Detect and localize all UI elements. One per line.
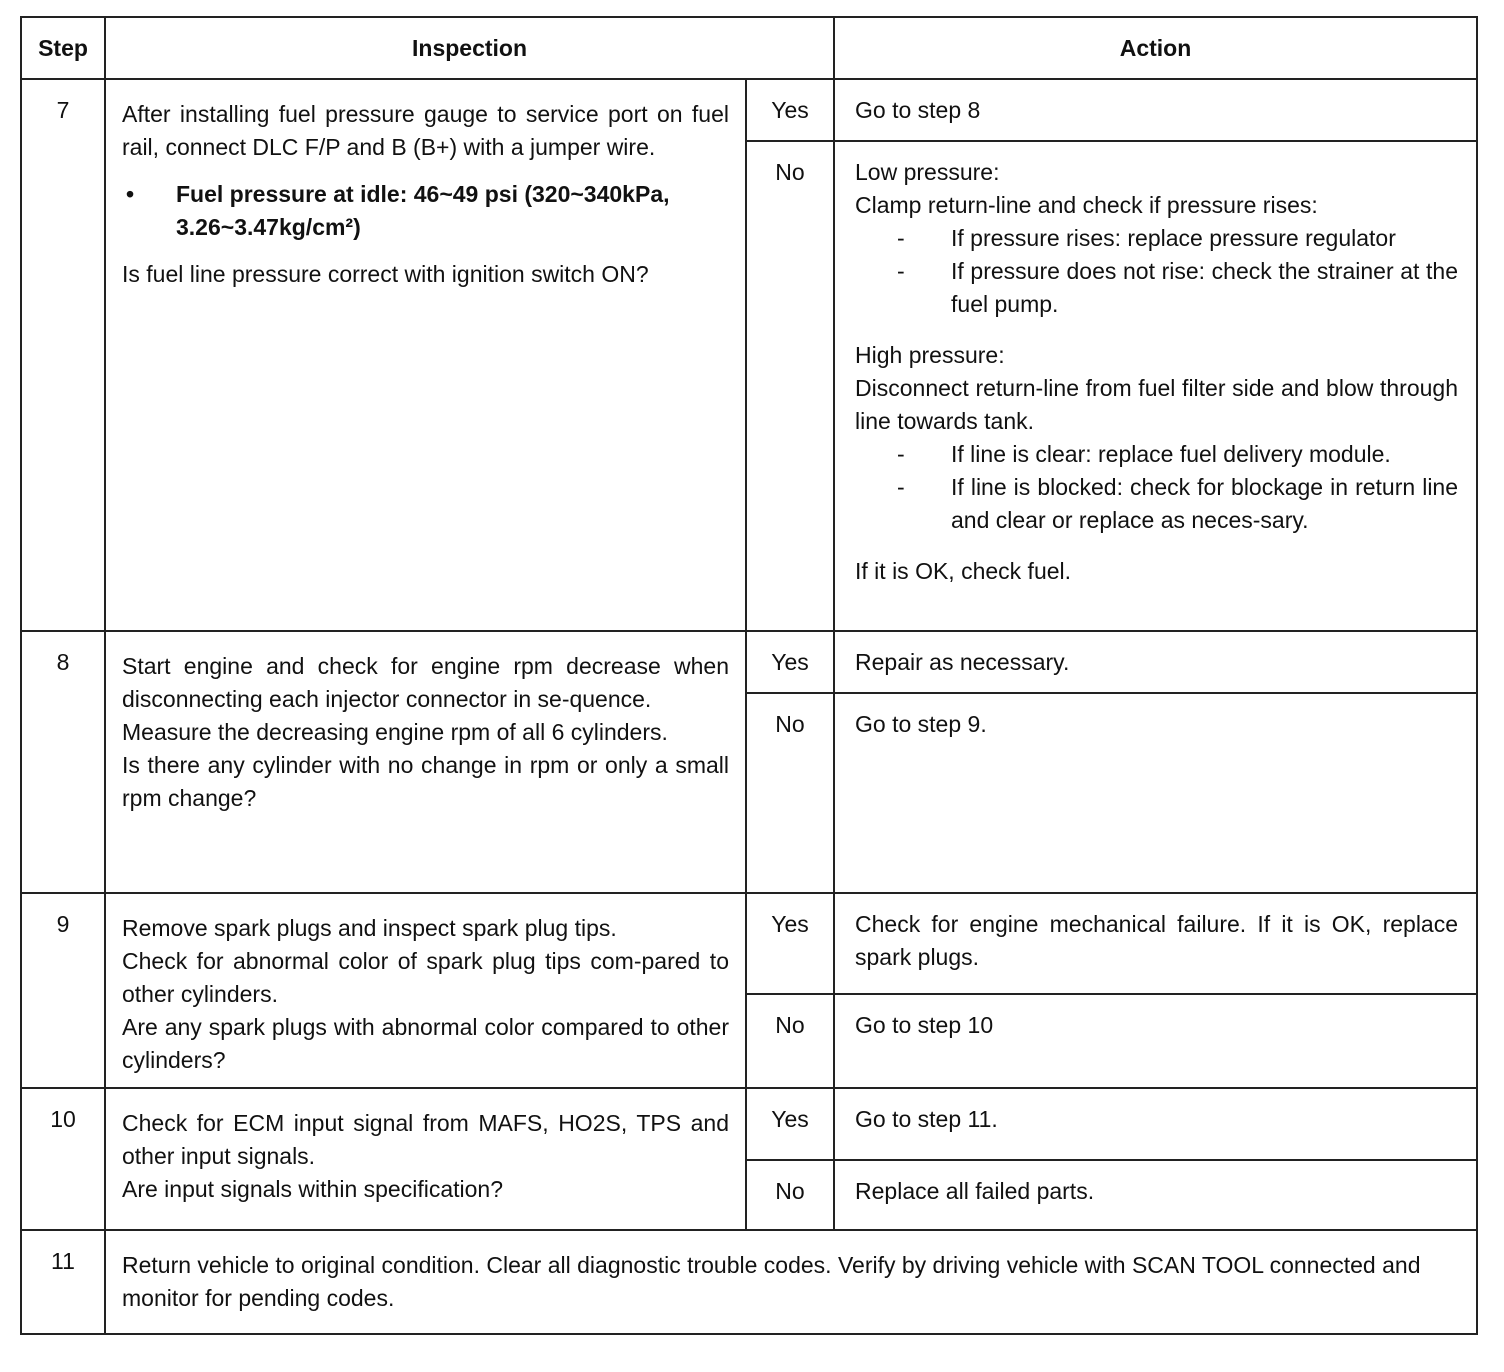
step-number: 11 [21,1230,105,1334]
high-pressure-text: Disconnect return-line from fuel filter side and blow through line towards tank. [855,375,1459,434]
yes-label: Yes [746,631,834,693]
list-item [897,471,1458,537]
step-10-yes-row [21,1088,1477,1160]
step-number: 9 [21,893,105,1088]
dash-marker: - [897,441,905,467]
yes-action: Repair as necessary. [834,631,1477,693]
inspection-cell [105,631,746,893]
yes-label: Yes [746,79,834,141]
final-instruction: Return vehicle to original condition. Clear all diagnostic trouble codes. Verify by driving vehicle with SCAN TOOL connected and monitor for pending codes. [105,1230,1477,1334]
step-number: 8 [21,631,105,893]
inspection-text: Check for abnormal color of spark plug tips com-pared to other cylinders. [122,948,729,1007]
low-pressure-title: Low pressure: [855,159,1000,185]
inspection-cell [105,79,746,631]
inspection-question: Are input signals within specification? [122,1176,503,1202]
high-pressure-title: High pressure: [855,342,1005,368]
yes-action: Go to step 8 [834,79,1477,141]
yes-label: Yes [746,893,834,994]
fuel-pressure-spec: Fuel pressure at idle: 46~49 psi (320~340kPa, 3.26~3.47kg/cm²) [176,181,670,240]
no-label: No [746,994,834,1088]
inspection-cell [105,1088,746,1230]
list-item-text: If pressure does not rise: check the strainer at the fuel pump. [951,258,1459,317]
yes-action: Check for engine mechanical failure. If it is OK, replace spark plugs. [834,893,1477,994]
inspection-cell [105,893,746,1088]
no-label: No [746,693,834,893]
step-number: 10 [21,1088,105,1230]
action-header: Action [834,17,1477,79]
no-label: No [746,1160,834,1230]
list-item [897,255,1458,321]
diagnostic-table [20,16,1478,1335]
list-item [897,222,1458,255]
inspection-text: Measure the decreasing engine rpm of all 6 cylinders. [122,719,668,745]
inspection-question: Is there any cylinder with no change in rpm or only a small rpm change? [122,752,729,811]
step-11-row [21,1230,1477,1334]
inspection-header: Inspection [105,17,834,79]
list-item-text: If line is clear: replace fuel delivery module. [951,441,1391,467]
step-header: Step [21,17,105,79]
no-action [834,141,1477,631]
inspection-text: Check for ECM input signal from MAFS, HO2S, TPS and other input signals. [122,1110,729,1169]
step-number: 7 [21,79,105,631]
low-pressure-list [855,222,1458,321]
list-item-text: If pressure rises: replace pressure regulator [951,225,1396,251]
inspection-question: Is fuel line pressure correct with ignition switch ON? [122,261,649,287]
bullet-icon: • [126,181,135,207]
dash-marker: - [897,225,905,251]
list-item-text: If line is blocked: check for blockage in return line and clear or replace as neces-sary. [951,474,1459,533]
yes-label: Yes [746,1088,834,1160]
spec-bullet [122,178,729,244]
no-action: Go to step 10 [834,994,1477,1088]
step-8-yes-row [21,631,1477,693]
no-label: No [746,141,834,631]
inspection-question: Are any spark plugs with abnormal color compared to other cylinders? [122,1014,729,1073]
list-item [897,438,1458,471]
header-row [21,17,1477,79]
low-pressure-text: Clamp return-line and check if pressure rises: [855,192,1318,218]
step-9-yes-row [21,893,1477,994]
no-action: Replace all failed parts. [834,1160,1477,1230]
no-action: Go to step 9. [834,693,1477,893]
dash-marker: - [897,474,905,500]
action-footer: If it is OK, check fuel. [855,558,1072,584]
inspection-text: Remove spark plugs and inspect spark plug tips. [122,915,617,941]
step-7-yes-row [21,79,1477,141]
inspection-text: After installing fuel pressure gauge to service port on fuel rail, connect DLC F/P and B (B+) with a jumper wire. [122,101,729,160]
yes-action: Go to step 11. [834,1088,1477,1160]
dash-marker: - [897,258,905,284]
inspection-text: Start engine and check for engine rpm decrease when disconnecting each injector connector in se-quence. [122,653,729,712]
high-pressure-list [855,438,1458,537]
